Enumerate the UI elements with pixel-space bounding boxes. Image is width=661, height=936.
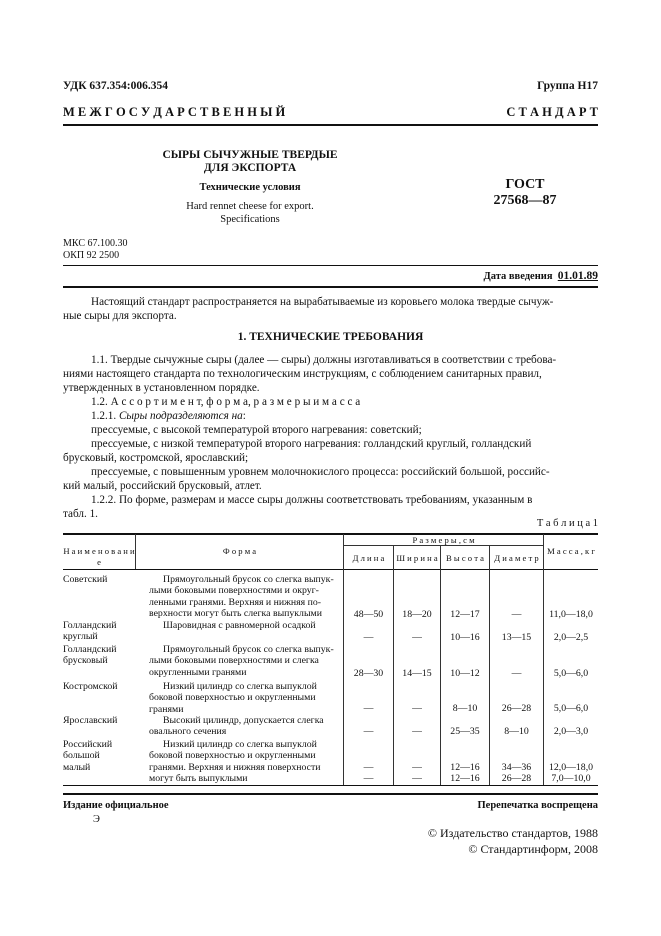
width-value: 18—20 [402,609,432,620]
cheese-name: Костромской [63,681,118,692]
category-low-temp: прессуемые, с низкой температурой второго нагревания: голландский круглый, голландский брусковый, костромской, ярославский; [63,438,532,465]
mass-value: 5,0—6,0 [553,668,589,679]
clause-1-2-2: 1.2.2. По форме, размерам и массе сыры должны соответствовать требованиям, указанным в табл. 1. [63,494,533,521]
gost-number: ГОСТ 27568—87 [493,177,557,208]
okp-code: ОКП 92 2500 [63,250,120,261]
copyright-2008: © Стандартинформ, 2008 [468,841,598,856]
mass-value: 11,0—18,0 [549,609,593,620]
height-value: 8—10 [452,703,478,714]
mks-code: МКС 67.100.30 [63,238,128,249]
page-title: СЫРЫ СЫЧУЖНЫЕ ТВЕРДЫЕ ДЛЯ ЭКСПОРТА [162,149,338,174]
intro-paragraph: Настоящий стандарт распространяется на вырабатываемые из коровьего молока твердые сычуж- ные сыры для экспорта. [63,296,554,323]
height-value: 12—17 [450,609,480,620]
category-lactic: прессуемые, с повышенным уровнем молочнокислого процесса: российский большой, российс- кий малый, российский брусковый, атлет. [63,466,550,493]
cheese-form: Низкий цилиндр со слегка выпуклой боковой поверхностью и округленными гранями [149,681,317,715]
intro-date: Дата введения 01.01.89 [483,270,598,282]
title-subtitle: Технические условия [199,182,301,193]
mass-value: 2,0—2,5 [553,632,589,643]
header-rule [63,124,598,126]
table-header-rule [63,569,598,570]
official-edition: Издание официальное [63,800,169,811]
col-header-sizes: Р а з м е р ы , с м [412,535,475,545]
cheese-form: Высокий цилиндр, допускается слегка овального сечения [149,715,324,738]
col-header-mass: М а с с а , к г [547,546,595,556]
width-value: — [412,632,422,643]
udk-code: УДК 637.354:006.354 [63,80,168,92]
mass-value: 5,0—6,0 [553,703,589,714]
table-caption: Т а б л и ц а 1 [536,518,598,529]
height-value: 12—16 12—16 [450,762,480,785]
col-header-height: В ы с о т а [446,553,484,563]
footer-rule [63,793,598,795]
length-value: — [363,703,374,714]
section-heading: 1. ТЕХНИЧЕСКИЕ ТРЕБОВАНИЯ [237,331,424,343]
cheese-form: Прямоугольный брусок со слегка выпук- лыми боковыми поверхностями и слегка округленными гранями [149,644,334,678]
date-rule [63,286,598,288]
banner-word-2: С Т А Н Д А Р Т [506,105,598,119]
cheese-name: Ярославский [63,715,118,726]
category-high-temp: прессуемые, с высокой температурой второго нагревания: советский; [91,424,422,436]
cheese-name: Голландский круглый [63,620,117,643]
cheese-form: Низкий цилиндр со слегка выпуклой боковой поверхностью и округленными гранями. Верхняя и нижняя поверхности могут быть выпуклыми [149,739,321,785]
length-value: — [363,726,374,737]
col-header-length: Д л и н а [352,553,385,563]
cheese-name: Голландский брусковый [63,644,117,667]
length-value: 48—50 [353,609,384,620]
length-value: — — [363,762,374,785]
diameter-value: 8—10 [504,726,529,737]
title-rule [63,265,598,266]
clause-1-2: 1.2. А с с о р т и м е н т, ф о р м а, р а з м е р ы и м а с с а [91,396,361,408]
table-bottom-rule [63,785,598,786]
diameter-value: — [511,609,522,620]
width-value: — [412,726,422,737]
mass-value: 12,0—18,0 7,0—10,0 [548,762,594,785]
reprint-notice: Перепечатка воспрещена [477,800,598,811]
banner-word-1: М Е Ж Г О С У Д А Р С Т В Е Н Н Ы Й [63,105,286,119]
height-value: 10—16 [450,632,480,643]
diameter-value: 13—15 [501,632,532,643]
height-value: 25—35 [450,726,480,737]
cheese-name: Российский большой малый [63,739,113,773]
group-code: Группа Н17 [537,80,598,92]
cheese-form: Прямоугольный брусок со слегка выпук- лыми боковыми поверхностями и округ- ленными гранями. Верхняя и нижняя по- верхности могут быть слегка выпуклыми [149,574,334,620]
diameter-value: 26—28 [501,703,532,714]
col-header-name: Н а и м е н о в а н и е [63,546,135,568]
clause-1-2-1: 1.2.1. Сыры подразделяются на: [91,410,246,422]
copyright-block [428,826,598,857]
diameter-value: — [511,668,522,679]
clause-1-1: 1.1. Твердые сычужные сыры (далее — сыры) должны изготавливаться в соответствии с требова- ниями настоящего стандарта по технологическим инструкциям, с соблюдением санитарных правил, утвержденных в установленном порядке. [63,354,557,395]
cheese-form: Шаровидная с равномерной осадкой [163,620,316,631]
col-header-form: Ф о р м а [222,546,257,556]
english-title: Hard rennet cheese for export. Specifications [186,201,314,225]
cheese-name: Советский [63,574,108,585]
publisher-mark: Э [93,814,100,825]
copyright-1988: © Издательство стандартов, 1988 [427,826,598,840]
width-value: — — [412,762,422,785]
width-value: — [412,703,422,714]
col-header-width: Ш и р и н а [396,553,438,563]
diameter-value: 34—36 26—28 [501,762,532,785]
width-value: 14—15 [402,668,432,679]
col-header-diameter: Д и а м е т р [494,553,539,563]
height-value: 10—12 [450,668,480,679]
classification-codes [63,238,127,262]
mass-value: 2,0—3,0 [553,726,589,737]
length-value: — [363,632,374,643]
length-value: 28—30 [353,668,384,679]
